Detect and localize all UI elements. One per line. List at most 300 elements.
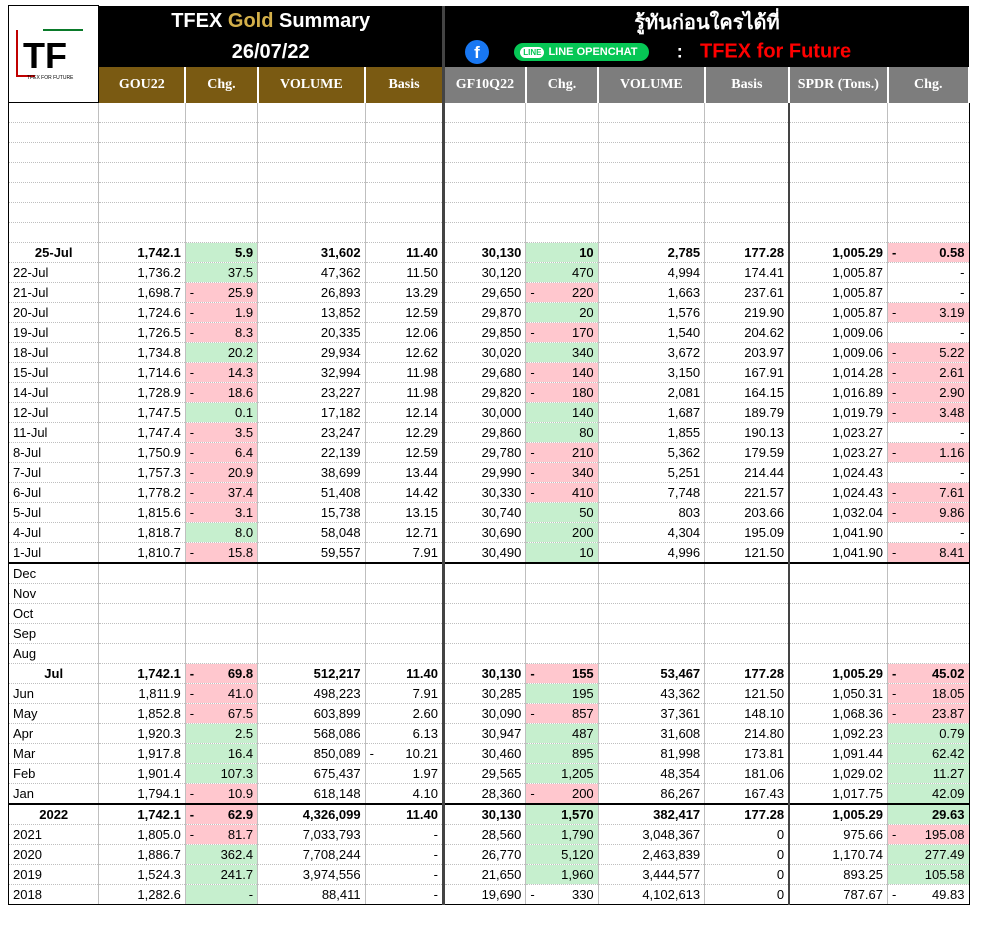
cell-value: - 220 bbox=[526, 283, 598, 303]
cell-value: 1,024.43 bbox=[789, 463, 887, 483]
cell-value bbox=[443, 644, 525, 664]
cell-value: 28,560 bbox=[443, 825, 525, 845]
cell-value: 30,690 bbox=[443, 523, 525, 543]
cell-value bbox=[888, 163, 970, 183]
monthly-row bbox=[9, 784, 970, 805]
cell-value: - bbox=[365, 825, 443, 845]
cell-value bbox=[789, 203, 887, 223]
cell-value: 59,557 bbox=[258, 543, 365, 564]
cell-value: 603,899 bbox=[258, 704, 365, 724]
cell-value: - 10.9 bbox=[185, 784, 257, 805]
facebook-icon[interactable]: f bbox=[465, 40, 489, 64]
cell-value: - bbox=[365, 845, 443, 865]
cell-value bbox=[526, 584, 598, 604]
cell-value: - 81.7 bbox=[185, 825, 257, 845]
cell-value: 3,974,556 bbox=[258, 865, 365, 885]
monthly-row bbox=[9, 744, 970, 764]
cell-value: 1,068.36 bbox=[789, 704, 887, 724]
row-label: Nov bbox=[9, 584, 99, 604]
cell-value: 11.98 bbox=[365, 363, 443, 383]
cell-value: - 49.83 bbox=[888, 885, 970, 905]
row-label: 14-Jul bbox=[9, 383, 99, 403]
cell-value bbox=[526, 163, 598, 183]
cell-value: 1,734.8 bbox=[99, 343, 185, 363]
cell-value bbox=[99, 183, 185, 203]
yearly-row bbox=[9, 804, 970, 825]
cell-value: 50 bbox=[526, 503, 598, 523]
row-label: 7-Jul bbox=[9, 463, 99, 483]
daily-row bbox=[9, 443, 970, 463]
cell-value bbox=[443, 203, 525, 223]
cell-value: - 330 bbox=[526, 885, 598, 905]
cell-value: 62.42 bbox=[888, 744, 970, 764]
cell-value bbox=[365, 203, 443, 223]
cell-value bbox=[258, 624, 365, 644]
cell-value: 20.2 bbox=[185, 343, 257, 363]
cell-value bbox=[888, 563, 970, 584]
column-header: Basis bbox=[365, 67, 443, 103]
cell-value: 5,251 bbox=[598, 463, 704, 483]
cell-value: 1,742.1 bbox=[99, 243, 185, 263]
cell-value: - 8.41 bbox=[888, 543, 970, 564]
cell-value bbox=[888, 584, 970, 604]
cell-value bbox=[789, 223, 887, 243]
cell-value: 29,990 bbox=[443, 463, 525, 483]
cell-value bbox=[526, 604, 598, 624]
row-label: 20-Jul bbox=[9, 303, 99, 323]
row-label: Mar bbox=[9, 744, 99, 764]
row-label: 1-Jul bbox=[9, 543, 99, 564]
cell-value: 787.67 bbox=[789, 885, 887, 905]
cell-value: 214.44 bbox=[705, 463, 789, 483]
column-header: Chg. bbox=[185, 67, 257, 103]
cell-value: 31,602 bbox=[258, 243, 365, 263]
cell-value bbox=[365, 624, 443, 644]
cell-value: 30,490 bbox=[443, 543, 525, 564]
cell-value: 1,005.29 bbox=[789, 664, 887, 684]
cell-value: - 140 bbox=[526, 363, 598, 383]
blank-row bbox=[9, 123, 970, 143]
cell-value: 30,285 bbox=[443, 684, 525, 704]
cell-value bbox=[99, 103, 185, 123]
cell-value: 1,032.04 bbox=[789, 503, 887, 523]
cell-value bbox=[99, 143, 185, 163]
cell-value: 31,608 bbox=[598, 724, 704, 744]
cell-value bbox=[888, 183, 970, 203]
cell-value bbox=[443, 584, 525, 604]
cell-value bbox=[888, 143, 970, 163]
cell-value: 164.15 bbox=[705, 383, 789, 403]
column-header: GOU22 bbox=[99, 67, 185, 103]
cell-value: 51,408 bbox=[258, 483, 365, 503]
cell-value: 2,463,839 bbox=[598, 845, 704, 865]
cell-value bbox=[365, 223, 443, 243]
cell-value bbox=[888, 203, 970, 223]
cell-value bbox=[443, 103, 525, 123]
cell-value bbox=[443, 624, 525, 644]
yearly-row bbox=[9, 825, 970, 845]
cell-value: 214.80 bbox=[705, 724, 789, 744]
cell-value bbox=[185, 203, 257, 223]
row-label: 22-Jul bbox=[9, 263, 99, 283]
cell-value bbox=[705, 563, 789, 584]
svg-text:TFEX FOR FUTURE: TFEX FOR FUTURE bbox=[27, 74, 74, 81]
cell-value: - 3.5 bbox=[185, 423, 257, 443]
row-label: Dec bbox=[9, 563, 99, 584]
cell-value bbox=[365, 163, 443, 183]
cell-value bbox=[443, 143, 525, 163]
line-openchat-button[interactable]: LINE LINE OPENCHAT bbox=[514, 43, 649, 61]
cell-value: 189.79 bbox=[705, 403, 789, 423]
cell-value bbox=[99, 604, 185, 624]
row-label: 18-Jul bbox=[9, 343, 99, 363]
blank-row bbox=[9, 163, 970, 183]
report-date: 26/07/22 bbox=[99, 38, 444, 67]
cell-value: 30,120 bbox=[443, 263, 525, 283]
row-label: 2020 bbox=[9, 845, 99, 865]
cell-value: 195.09 bbox=[705, 523, 789, 543]
cell-value: 1,050.31 bbox=[789, 684, 887, 704]
cell-value: 1,750.9 bbox=[99, 443, 185, 463]
cell-value: 16.4 bbox=[185, 744, 257, 764]
cell-value bbox=[443, 123, 525, 143]
row-label bbox=[9, 203, 99, 223]
cell-value: 29,650 bbox=[443, 283, 525, 303]
cell-value bbox=[705, 103, 789, 123]
cell-value: 29,934 bbox=[258, 343, 365, 363]
cell-value bbox=[598, 203, 704, 223]
cell-value: 7,708,244 bbox=[258, 845, 365, 865]
cell-value: 81,998 bbox=[598, 744, 704, 764]
cell-value: 893.25 bbox=[789, 865, 887, 885]
cell-value: 30,947 bbox=[443, 724, 525, 744]
cell-value: 29,870 bbox=[443, 303, 525, 323]
cell-value: 12.71 bbox=[365, 523, 443, 543]
cell-value bbox=[526, 183, 598, 203]
cell-value: - 67.5 bbox=[185, 704, 257, 724]
cell-value: - 25.9 bbox=[185, 283, 257, 303]
cell-value bbox=[365, 123, 443, 143]
line-icon: LINE bbox=[520, 47, 544, 58]
cell-value: 5,362 bbox=[598, 443, 704, 463]
cell-value: 30,130 bbox=[443, 804, 525, 825]
cell-value bbox=[99, 163, 185, 183]
cell-value: 30,330 bbox=[443, 483, 525, 503]
cell-value bbox=[705, 183, 789, 203]
cell-value: 0 bbox=[705, 825, 789, 845]
cell-value: 362.4 bbox=[185, 845, 257, 865]
cell-value bbox=[99, 563, 185, 584]
cell-value bbox=[258, 584, 365, 604]
cell-value bbox=[185, 123, 257, 143]
cell-value bbox=[598, 563, 704, 584]
cell-value bbox=[443, 604, 525, 624]
month-row bbox=[9, 563, 970, 584]
cell-value: 1,570 bbox=[526, 804, 598, 825]
cell-value: - 3.1 bbox=[185, 503, 257, 523]
row-label: May bbox=[9, 704, 99, 724]
cell-value: 7.91 bbox=[365, 543, 443, 564]
cell-value: 1,540 bbox=[598, 323, 704, 343]
cell-value bbox=[185, 103, 257, 123]
cell-value: - 340 bbox=[526, 463, 598, 483]
cell-value: - 5.22 bbox=[888, 343, 970, 363]
gold-summary-sheet bbox=[8, 5, 970, 905]
cell-value: 167.91 bbox=[705, 363, 789, 383]
cell-value bbox=[598, 624, 704, 644]
cell-value bbox=[888, 223, 970, 243]
cell-value: 1,023.27 bbox=[789, 443, 887, 463]
cell-value bbox=[365, 644, 443, 664]
cell-value: 1,663 bbox=[598, 283, 704, 303]
cell-value: - 2.90 bbox=[888, 383, 970, 403]
row-label: Oct bbox=[9, 604, 99, 624]
daily-row bbox=[9, 403, 970, 423]
cell-value bbox=[705, 163, 789, 183]
column-header: Chg. bbox=[888, 67, 970, 103]
cell-value: 26,893 bbox=[258, 283, 365, 303]
cell-value: 3,150 bbox=[598, 363, 704, 383]
cell-value: 12.06 bbox=[365, 323, 443, 343]
daily-row bbox=[9, 323, 970, 343]
cell-value bbox=[526, 203, 598, 223]
cell-value: 1,014.28 bbox=[789, 363, 887, 383]
cell-value: - 45.02 bbox=[888, 664, 970, 684]
cell-value bbox=[526, 223, 598, 243]
cell-value: 11.50 bbox=[365, 263, 443, 283]
monthly-row bbox=[9, 704, 970, 724]
cell-value: 11.40 bbox=[365, 804, 443, 825]
cell-value: 30,090 bbox=[443, 704, 525, 724]
cell-value: 1,811.9 bbox=[99, 684, 185, 704]
cell-value: 29,860 bbox=[443, 423, 525, 443]
daily-row bbox=[9, 523, 970, 543]
social-links: f LINE LINE OPENCHAT : TFEX for Future bbox=[443, 38, 969, 67]
cell-value: 1,724.6 bbox=[99, 303, 185, 323]
cell-value: - 1.16 bbox=[888, 443, 970, 463]
cell-value bbox=[888, 644, 970, 664]
blank-row bbox=[9, 203, 970, 223]
cell-value: 4,994 bbox=[598, 263, 704, 283]
cell-value bbox=[705, 624, 789, 644]
cell-value: 203.66 bbox=[705, 503, 789, 523]
cell-value bbox=[789, 604, 887, 624]
cell-value bbox=[705, 123, 789, 143]
cell-value: 1,041.90 bbox=[789, 523, 887, 543]
cell-value: - 210 bbox=[526, 443, 598, 463]
cell-value: - 18.05 bbox=[888, 684, 970, 704]
cell-value: - bbox=[888, 463, 970, 483]
cell-value: 0 bbox=[705, 845, 789, 865]
cell-value: 174.41 bbox=[705, 263, 789, 283]
cell-value bbox=[99, 203, 185, 223]
cell-value: 277.49 bbox=[888, 845, 970, 865]
cell-value: 148.10 bbox=[705, 704, 789, 724]
cell-value: 29.63 bbox=[888, 804, 970, 825]
cell-value bbox=[598, 163, 704, 183]
cell-value: 20 bbox=[526, 303, 598, 323]
cell-value: 7,748 bbox=[598, 483, 704, 503]
cell-value: 140 bbox=[526, 403, 598, 423]
cell-value: - bbox=[888, 263, 970, 283]
cell-value: 1,726.5 bbox=[99, 323, 185, 343]
cell-value: 30,740 bbox=[443, 503, 525, 523]
cell-value: - 9.86 bbox=[888, 503, 970, 523]
cell-value bbox=[598, 103, 704, 123]
cell-value bbox=[99, 584, 185, 604]
cell-value bbox=[526, 143, 598, 163]
cell-value: 29,565 bbox=[443, 764, 525, 784]
cell-value bbox=[598, 604, 704, 624]
cell-value: 1.97 bbox=[365, 764, 443, 784]
cell-value: 11.40 bbox=[365, 243, 443, 263]
cell-value bbox=[526, 644, 598, 664]
cell-value: 2,081 bbox=[598, 383, 704, 403]
cell-value bbox=[443, 163, 525, 183]
cell-value: 803 bbox=[598, 503, 704, 523]
cell-value: 1,005.87 bbox=[789, 283, 887, 303]
cell-value: 1,747.5 bbox=[99, 403, 185, 423]
cell-value: 15,738 bbox=[258, 503, 365, 523]
cell-value: 190.13 bbox=[705, 423, 789, 443]
cell-value: 0.1 bbox=[185, 403, 257, 423]
column-header: GF10Q22 bbox=[443, 67, 525, 103]
cell-value: 675,437 bbox=[258, 764, 365, 784]
cell-value: 7.91 bbox=[365, 684, 443, 704]
cell-value: 895 bbox=[526, 744, 598, 764]
cell-value: 121.50 bbox=[705, 684, 789, 704]
cell-value: - bbox=[365, 865, 443, 885]
row-label bbox=[9, 223, 99, 243]
cell-value bbox=[185, 584, 257, 604]
row-label: 2019 bbox=[9, 865, 99, 885]
row-label: Sep bbox=[9, 624, 99, 644]
cell-value: - 200 bbox=[526, 784, 598, 805]
cell-value: 2.5 bbox=[185, 724, 257, 744]
cell-value: - 18.6 bbox=[185, 383, 257, 403]
row-label: 2022 bbox=[9, 804, 99, 825]
cell-value: 12.59 bbox=[365, 303, 443, 323]
cell-value bbox=[789, 103, 887, 123]
cell-value bbox=[888, 624, 970, 644]
cell-value bbox=[705, 223, 789, 243]
cell-value bbox=[443, 563, 525, 584]
cell-value: 121.50 bbox=[705, 543, 789, 564]
cell-value bbox=[185, 604, 257, 624]
cell-value: 12.14 bbox=[365, 403, 443, 423]
cell-value bbox=[99, 624, 185, 644]
cell-value: - 180 bbox=[526, 383, 598, 403]
cell-value bbox=[185, 183, 257, 203]
cell-value bbox=[258, 163, 365, 183]
cell-value: 221.57 bbox=[705, 483, 789, 503]
cell-value: 10 bbox=[526, 543, 598, 564]
cell-value: 1,855 bbox=[598, 423, 704, 443]
cell-value: 42.09 bbox=[888, 784, 970, 805]
month-row bbox=[9, 604, 970, 624]
cell-value: 1,757.3 bbox=[99, 463, 185, 483]
daily-row bbox=[9, 283, 970, 303]
cell-value: 30,130 bbox=[443, 243, 525, 263]
cell-value bbox=[598, 183, 704, 203]
cell-value bbox=[789, 163, 887, 183]
cell-value: 498,223 bbox=[258, 684, 365, 704]
cell-value: 48,354 bbox=[598, 764, 704, 784]
row-label: Jul bbox=[9, 664, 99, 684]
cell-value bbox=[598, 123, 704, 143]
row-label bbox=[9, 183, 99, 203]
row-label bbox=[9, 163, 99, 183]
summary-table bbox=[8, 5, 970, 905]
cell-value: 512,217 bbox=[258, 664, 365, 684]
cell-value: 3,048,367 bbox=[598, 825, 704, 845]
cell-value: 13.29 bbox=[365, 283, 443, 303]
cell-value bbox=[789, 183, 887, 203]
cell-value bbox=[705, 584, 789, 604]
cell-value: - 20.9 bbox=[185, 463, 257, 483]
cell-value: 1,016.89 bbox=[789, 383, 887, 403]
cell-value: 1,029.02 bbox=[789, 764, 887, 784]
cell-value: 1,005.87 bbox=[789, 263, 887, 283]
daily-row bbox=[9, 463, 970, 483]
yearly-row bbox=[9, 865, 970, 885]
cell-value: 20,335 bbox=[258, 323, 365, 343]
cell-value: 17,182 bbox=[258, 403, 365, 423]
cell-value: 4.10 bbox=[365, 784, 443, 805]
row-label: 5-Jul bbox=[9, 503, 99, 523]
row-label: 2018 bbox=[9, 885, 99, 905]
cell-value: 0 bbox=[705, 865, 789, 885]
cell-value: 86,267 bbox=[598, 784, 704, 805]
cell-value bbox=[443, 223, 525, 243]
monthly-row bbox=[9, 764, 970, 784]
cell-value: 11.27 bbox=[888, 764, 970, 784]
cell-value: 237.61 bbox=[705, 283, 789, 303]
cell-value: 23,227 bbox=[258, 383, 365, 403]
cell-value: 1,524.3 bbox=[99, 865, 185, 885]
cell-value: 219.90 bbox=[705, 303, 789, 323]
cell-value: 10 bbox=[526, 243, 598, 263]
cell-value: 177.28 bbox=[705, 243, 789, 263]
cell-value: 1,282.6 bbox=[99, 885, 185, 905]
cell-value bbox=[598, 223, 704, 243]
blank-row bbox=[9, 103, 970, 123]
cell-value: 340 bbox=[526, 343, 598, 363]
cell-value: 58,048 bbox=[258, 523, 365, 543]
row-label: 19-Jul bbox=[9, 323, 99, 343]
cell-value: 4,304 bbox=[598, 523, 704, 543]
cell-value: 1,687 bbox=[598, 403, 704, 423]
cell-value: 1,960 bbox=[526, 865, 598, 885]
cell-value: 30,020 bbox=[443, 343, 525, 363]
cell-value: 11.98 bbox=[365, 383, 443, 403]
cell-value bbox=[705, 143, 789, 163]
cell-value bbox=[185, 644, 257, 664]
month-row bbox=[9, 644, 970, 664]
cell-value: 618,148 bbox=[258, 784, 365, 805]
blank-row bbox=[9, 143, 970, 163]
cell-value: 13.44 bbox=[365, 463, 443, 483]
cell-value: 173.81 bbox=[705, 744, 789, 764]
cell-value: 88,411 bbox=[258, 885, 365, 905]
cell-value bbox=[888, 604, 970, 624]
cell-value: 47,362 bbox=[258, 263, 365, 283]
cell-value: 13,852 bbox=[258, 303, 365, 323]
cell-value: 0 bbox=[705, 885, 789, 905]
cell-value: 1,576 bbox=[598, 303, 704, 323]
yearly-row bbox=[9, 845, 970, 865]
cell-value: 37,361 bbox=[598, 704, 704, 724]
